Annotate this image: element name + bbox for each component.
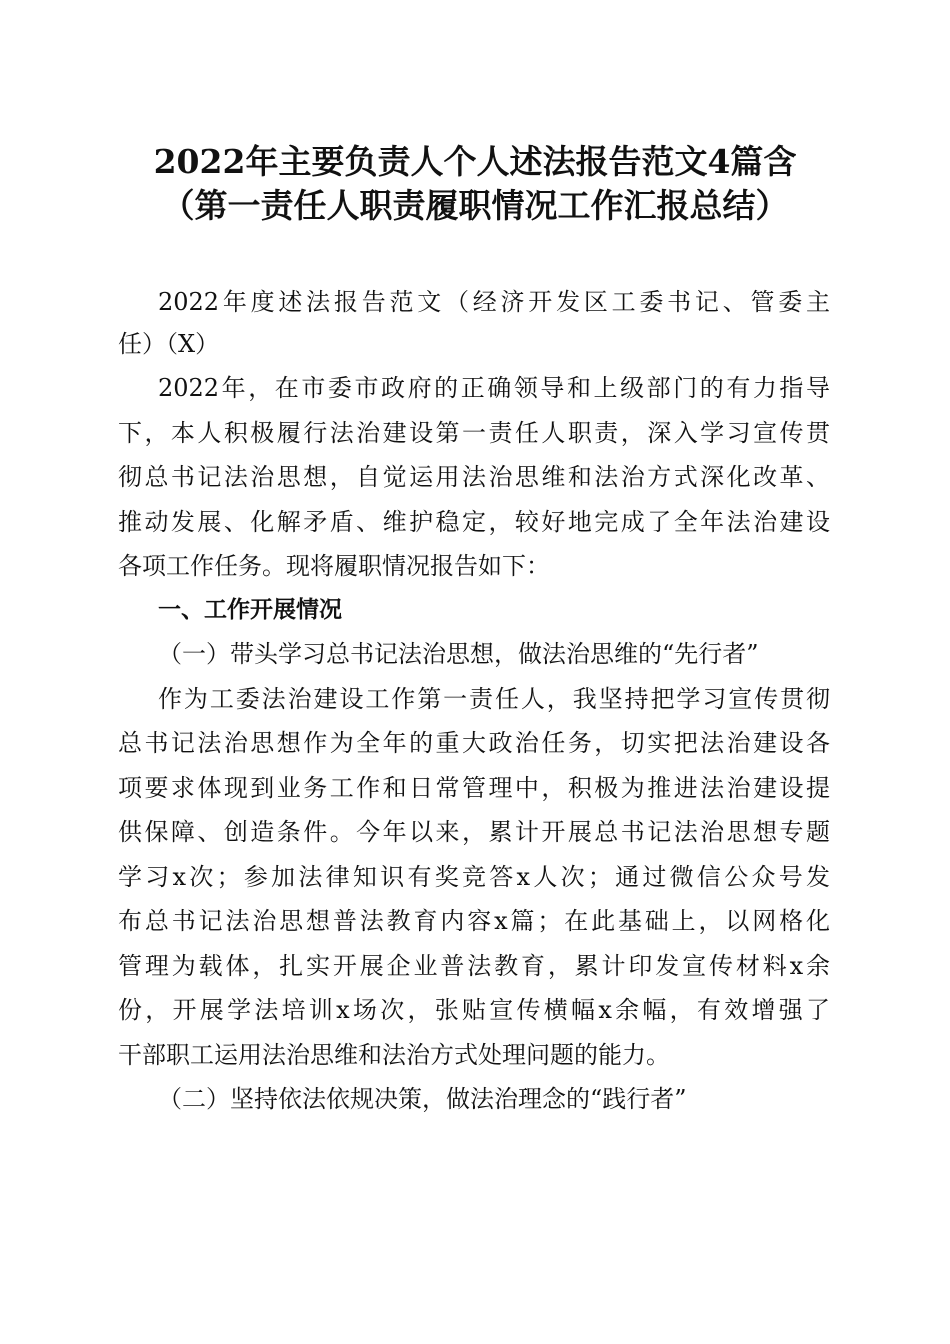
paragraph-line: 任）（X） (118, 330, 220, 358)
section-subheading: （二）坚持依法依规决策，做法治理念的“践行者” (158, 1085, 687, 1113)
document-title-line-2: （第一责任人职责履职情况工作汇报总结） (161, 186, 789, 225)
paragraph-line: 彻总书记法治思想，自觉运用法治思维和法治方式深化改革、 (118, 463, 830, 491)
paragraph-line: 总书记法治思想作为全年的重大政治任务，切实把法治建设各 (118, 729, 830, 757)
paragraph-line: 供保障、创造条件。今年以来，累计开展总书记法治思想专题 (118, 818, 830, 846)
paragraph-line: 各项工作任务。现将履职情况报告如下： (118, 552, 550, 580)
paragraph-line: 2022年，在市委市政府的正确领导和上级部门的有力指导 (158, 374, 830, 402)
section-heading: 一、工作开展情况 (158, 597, 342, 623)
paragraph-line: 干部职工运用法治思维和法治方式处理问题的能力。 (118, 1041, 670, 1069)
paragraph-line: 学习x次；参加法律知识有奖竞答x人次；通过微信公众号发 (118, 863, 830, 891)
paragraph-line: 推动发展、化解矛盾、维护稳定，较好地完成了全年法治建设 (118, 508, 830, 536)
paragraph-line: 份，开展学法培训x场次，张贴宣传横幅x余幅，有效增强了 (118, 996, 830, 1024)
paragraph-line: 下，本人积极履行法治建设第一责任人职责，深入学习宣传贯 (118, 419, 830, 447)
section-subheading: （一）带头学习总书记法治思想，做法治思维的“先行者” (158, 640, 759, 668)
document-title-line-1: 2022年主要负责人个人述法报告范文4篇含 (153, 142, 797, 181)
paragraph-line: 布总书记法治思想普法教育内容x篇；在此基础上，以网格化 (118, 907, 830, 935)
paragraph-line: 2022年度述法报告范文（经济开发区工委书记、管委主 (158, 288, 830, 316)
paragraph-line: 项要求体现到业务工作和日常管理中，积极为推进法治建设提 (118, 774, 830, 802)
paragraph-line: 管理为载体，扎实开展企业普法教育，累计印发宣传材料x余 (118, 952, 830, 980)
paragraph-line: 作为工委法治建设工作第一责任人，我坚持把学习宣传贯彻 (158, 685, 830, 713)
